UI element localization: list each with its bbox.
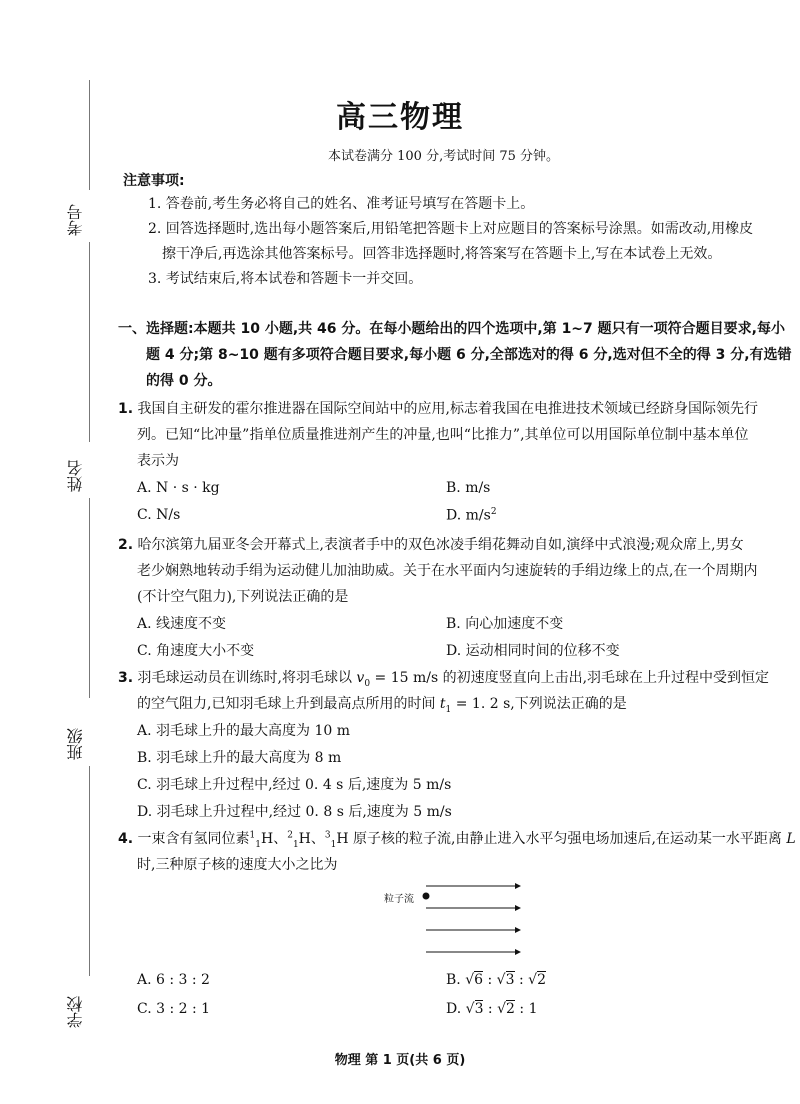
iso2-mass: 2 bbox=[287, 830, 293, 841]
section-heading-line2: 题 4 分;第 8~10 题有多项符合题目要求,每小题 6 分,全部选对的得 6 分,选对但不全的得 3 分,有选错 bbox=[146, 347, 792, 363]
question-3-option-d: D. 羽毛球上升过程中,经过 0. 8 s 后,速度为 5 m/s bbox=[137, 804, 452, 820]
ratio-sep: : bbox=[514, 972, 529, 988]
question-3-number: 3. bbox=[118, 670, 134, 686]
binding-label-class: 班级 bbox=[66, 728, 85, 760]
section-heading-line1: 一、选择题:本题共 10 小题,共 46 分。在每小题给出的四个选项中,第 1~7 题只有一项符合题目要求,每小 bbox=[118, 321, 785, 337]
radicand-3: 3 bbox=[505, 972, 515, 988]
question-2-number: 2. bbox=[118, 537, 134, 553]
iso1-symbol: H、 bbox=[260, 831, 288, 847]
radicand-6: 6 bbox=[474, 972, 484, 988]
question-2-text: 哈尔滨第九届亚冬会开幕式上,表演者手中的双色冰凌手绢花舞动自如,演绎中式浪漫;观众席上,男女 bbox=[137, 537, 744, 553]
question-4-line1 bbox=[118, 828, 796, 850]
question-1-text: 我国自主研发的霍尔推进器在国际空间站中的应用,标志着我国在电推进技术领域已经跻身国际领先行 bbox=[137, 401, 758, 417]
exam-info: 本试卷满分 100 分,考试时间 75 分钟。 bbox=[328, 149, 560, 164]
opt-d-prefix: D. bbox=[446, 1001, 466, 1017]
question-2-option-a: A. 线速度不变 bbox=[137, 616, 227, 632]
page-title: 高三物理 bbox=[336, 100, 464, 135]
question-4-line2: 时,三种原子核的速度大小之比为 bbox=[137, 857, 338, 873]
iso2-symbol: H、 bbox=[298, 831, 325, 847]
note-item-3: 3. 考试结束后,将本试卷和答题卡一并交回。 bbox=[148, 271, 423, 287]
ratio-sep: : bbox=[483, 1001, 498, 1017]
question-3-option-b: B. 羽毛球上升的最大高度为 8 m bbox=[137, 750, 342, 766]
option-d-text: D. m/s bbox=[446, 507, 491, 524]
question-3-option-a: A. 羽毛球上升的最大高度为 10 m bbox=[137, 723, 351, 739]
q3-t1-subscript: 1 bbox=[445, 704, 452, 715]
question-4-number: 4. bbox=[118, 831, 134, 847]
field-lines-diagram bbox=[380, 878, 530, 958]
section-heading-line3: 的得 0 分。 bbox=[146, 373, 222, 389]
question-2-line2: 老少娴熟地转动手绢为运动健儿加油助威。关于在水平面内匀速旋转的手绢边缘上的点,在一个周期内 bbox=[137, 563, 758, 579]
q3-v0-symbol: v bbox=[356, 670, 365, 686]
note-item-1: 1. 答卷前,考生务必将自己的姓名、准考证号填写在答题卡上。 bbox=[148, 196, 535, 212]
radicand-2: 2 bbox=[506, 1001, 515, 1017]
q3-t1-symbol: t bbox=[439, 696, 446, 712]
notes-heading: 注意事项: bbox=[123, 173, 185, 189]
q4-text-a: 一束含有氢同位素 bbox=[137, 831, 250, 847]
binding-line bbox=[89, 498, 90, 698]
question-2-line1 bbox=[118, 534, 744, 554]
particle-dot bbox=[423, 893, 430, 900]
q3-text-a: 羽毛球运动员在训练时,将羽毛球以 bbox=[137, 670, 357, 686]
q3-text-d: = 1. 2 s,下列说法正确的是 bbox=[451, 696, 627, 712]
question-1-line2: 列。已知“比冲量”指单位质量推进剂产生的冲量,也叫“比推力”,其单位可以用国际单位制中基本单位 bbox=[137, 427, 749, 443]
question-1-number: 1. bbox=[118, 401, 134, 417]
iso2-charge: 1 bbox=[292, 839, 299, 850]
note-item-2-line1: 2. 回答选择题时,选出每小题答案后,用铅笔把答题卡上对应题目的答案标号涂黑。如需改动,用橡皮 bbox=[148, 221, 754, 237]
q3-text-c: 的空气阻力,已知羽毛球上升到最高点所用的时间 bbox=[137, 696, 440, 712]
iso1-mass: 1 bbox=[249, 830, 256, 841]
question-1-line3: 表示为 bbox=[137, 453, 179, 469]
binding-margin bbox=[0, 0, 110, 1104]
question-3-line2 bbox=[137, 693, 627, 715]
binding-label-school: 学校 bbox=[66, 996, 85, 1028]
question-4-option-a: A. 6 : 3 : 2 bbox=[137, 972, 210, 988]
particle-flow-figure bbox=[380, 878, 530, 958]
q3-v0-subscript: 0 bbox=[364, 678, 371, 689]
ratio-sep: : bbox=[483, 972, 497, 988]
iso3-mass: 3 bbox=[324, 830, 331, 841]
q4-L-symbol: L bbox=[786, 831, 796, 847]
question-1-option-b: B. m/s bbox=[446, 480, 491, 496]
q4-text-b: 原子核的粒子流,由静止进入水平匀强电场加速后,在运动某一水平距离 bbox=[348, 831, 787, 847]
note-item-2-line2: 擦干净后,再选涂其他答案标号。回答非选择题时,将答案写在答题卡上,写在本试卷上无效。 bbox=[162, 246, 722, 262]
question-4-option-c: C. 3 : 2 : 1 bbox=[137, 1001, 211, 1017]
ratio-1: 1 bbox=[528, 1001, 538, 1017]
opt-b-prefix: B. bbox=[446, 972, 466, 988]
option-d-exponent: 2 bbox=[490, 507, 497, 517]
question-3-option-c: C. 羽毛球上升过程中,经过 0. 4 s 后,速度为 5 m/s bbox=[137, 777, 452, 793]
question-1-option-a: A. N · s · kg bbox=[137, 480, 220, 496]
figure-label: 粒子流 bbox=[384, 894, 414, 905]
question-2-line3: (不计空气阻力),下列说法正确的是 bbox=[137, 589, 349, 605]
question-1-option-c: C. N/s bbox=[137, 507, 181, 523]
question-2-option-c: C. 角速度大小不变 bbox=[137, 643, 255, 659]
question-4-option-b: B. √6 : √3 : √2 bbox=[446, 972, 546, 988]
question-1-option-d bbox=[446, 507, 497, 524]
q3-text-b: = 15 m/s 的初速度竖直向上击出,羽毛球在上升过程中受到恒定 bbox=[370, 670, 770, 686]
question-3-line1 bbox=[118, 667, 769, 689]
binding-label-name: 姓名 bbox=[66, 460, 85, 492]
question-2-option-b: B. 向心加速度不变 bbox=[446, 616, 564, 632]
iso1-charge: 1 bbox=[255, 839, 261, 850]
binding-line bbox=[89, 242, 90, 442]
binding-line bbox=[89, 766, 90, 976]
radicand-2: 2 bbox=[537, 972, 546, 988]
binding-label-exam-number: 考号 bbox=[66, 204, 85, 236]
ratio-sep: : bbox=[514, 1001, 529, 1017]
question-1-line1 bbox=[118, 398, 758, 418]
question-2-option-d: D. 运动相同时间的位移不变 bbox=[446, 643, 620, 659]
question-4-option-d: D. √3 : √2 : 1 bbox=[446, 1001, 538, 1017]
iso3-symbol: H bbox=[336, 831, 349, 847]
radicand-3: 3 bbox=[474, 1001, 484, 1017]
page-footer: 物理 第 1 页(共 6 页) bbox=[334, 1053, 466, 1068]
iso3-charge: 1 bbox=[330, 839, 337, 850]
